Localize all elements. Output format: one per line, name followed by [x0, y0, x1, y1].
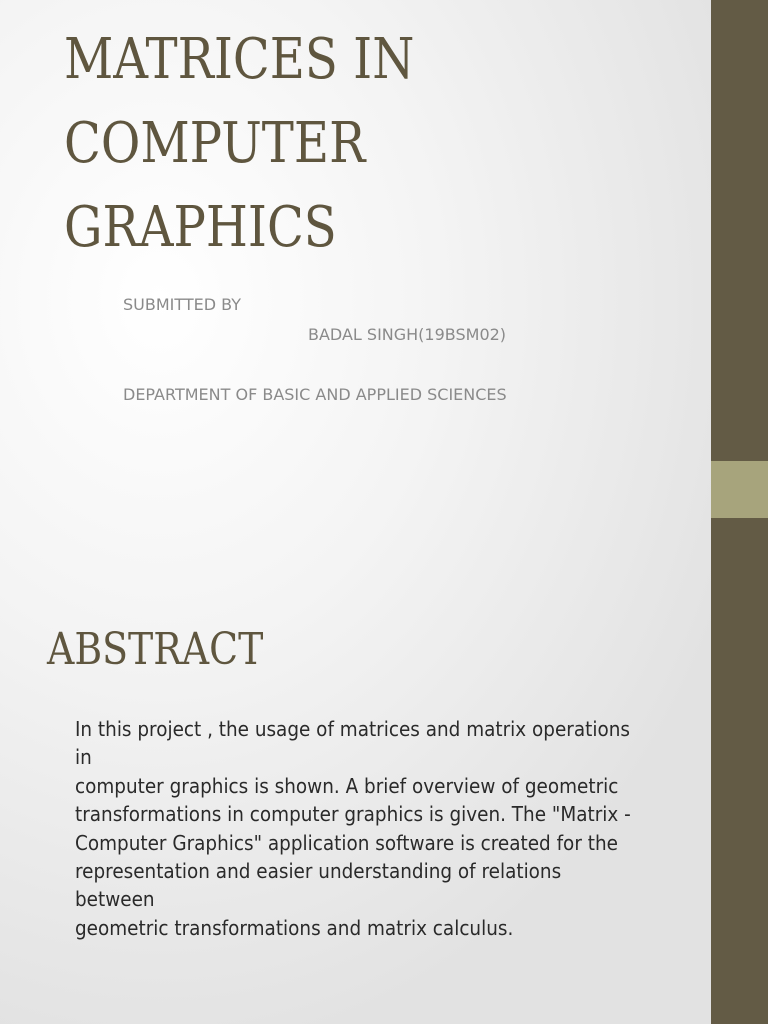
- submitted-by-label: SUBMITTED BY: [123, 295, 242, 314]
- right-bar-accent-block: [711, 461, 768, 518]
- abstract-heading: ABSTRACT: [47, 624, 264, 675]
- slide-title: MATRICES IN COMPUTER GRAPHICS: [64, 27, 415, 260]
- author-name: BADAL SINGH(19BSM02): [308, 325, 507, 344]
- abstract-body: In this project , the usage of matrices and matrix operations in computer graphics is shown. A brief overview of geometric transformations in computer graphics is given. The "Matrix - Computer Graphics" application software is created for the representation and easier understanding of relations between geometric transformations and matrix calculus.: [75, 717, 631, 940]
- department-name: DEPARTMENT OF BASIC AND APPLIED SCIENCES: [123, 385, 507, 404]
